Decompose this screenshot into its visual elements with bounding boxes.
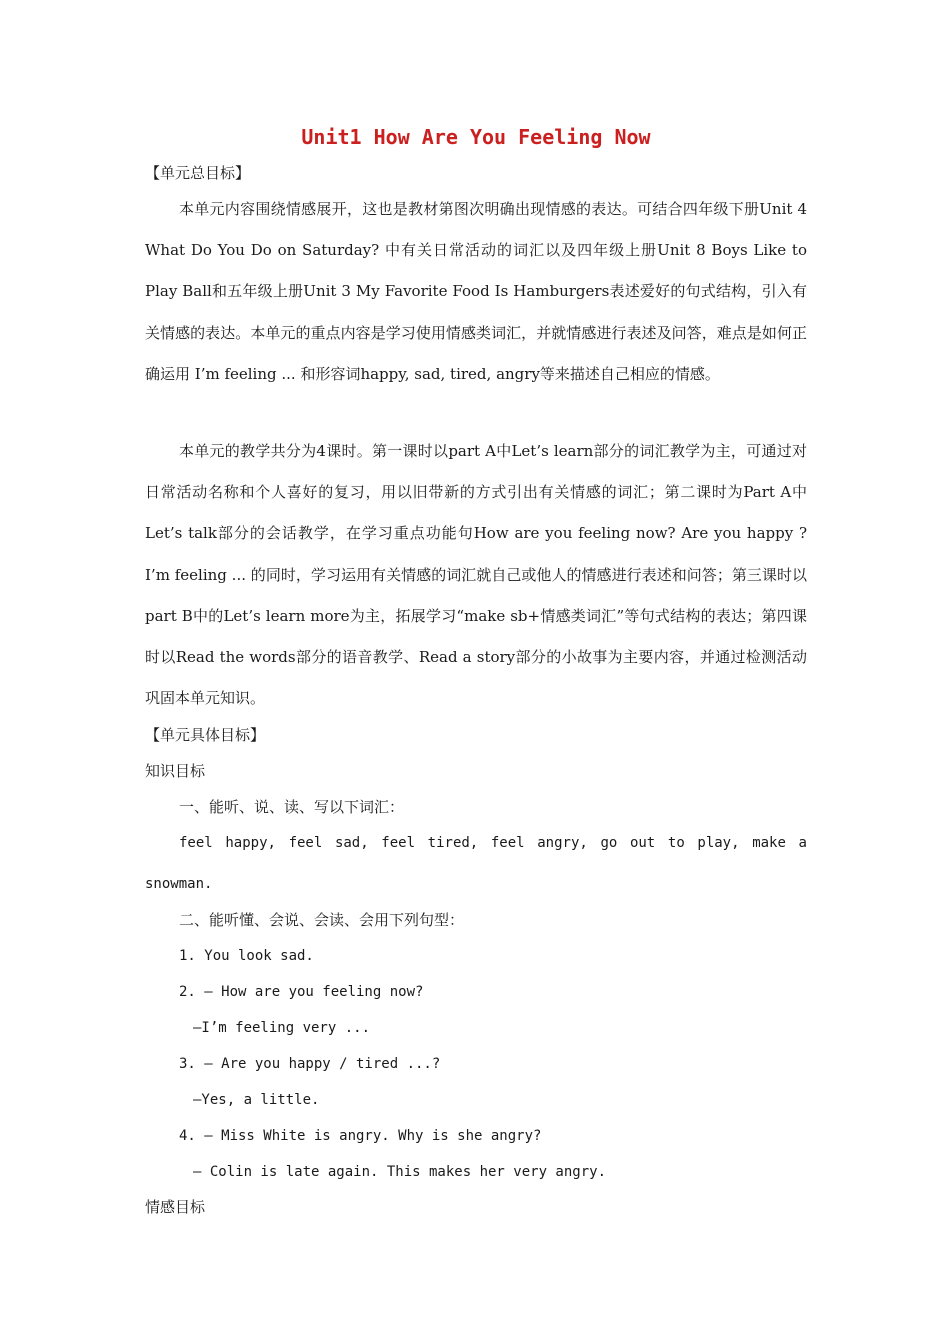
vocab-word: feel xyxy=(179,835,213,851)
vocab-word: out xyxy=(629,835,656,851)
section-heading-overall: 【单元总目标】 xyxy=(145,164,251,182)
vocab-heading: 一、能听、说、读、写以下词汇： xyxy=(179,798,405,816)
vocab-word: a xyxy=(798,835,807,851)
vocab-tail: snowman. xyxy=(145,876,213,892)
vocab-word: feel xyxy=(490,835,525,851)
vocab-word: feel xyxy=(288,835,323,851)
vocab-word: go xyxy=(600,835,618,851)
knowledge-heading: 知识目标 xyxy=(145,762,206,780)
vocab-word: to xyxy=(667,835,685,851)
sentence-2-answer: —I’m feeling very ... xyxy=(193,1020,371,1036)
vocab-word: play, xyxy=(697,835,740,851)
vocab-line xyxy=(179,833,807,853)
document-title: Unit1 How Are You Feeling Now xyxy=(301,125,651,149)
sentence-heading: 二、能听懂、会说、会读、会用下列句型： xyxy=(179,911,465,929)
sentence-4-answer: — Colin is late again. This makes her very angry. xyxy=(193,1164,607,1180)
section-heading-specific: 【单元具体目标】 xyxy=(145,726,266,744)
vocab-word: feel xyxy=(381,835,416,851)
sentence-3-question: 3. — Are you happy / tired ...? xyxy=(179,1056,441,1072)
sentence-1: 1. You look sad. xyxy=(179,948,314,964)
sentence-2-question: 2. — How are you feeling now? xyxy=(179,984,424,1000)
overall-paragraph-1: 本单元内容围绕情感展开，这也是教材第图次明确出现情感的表达。可结合四年级下册Unit 4 What Do You Do on Saturday? 中有关日常活动的词汇以及四年级上册Unit 8 Boys Like to Play Ball和五年级上册Unit 3 My Favorite Food Is Hamburgers表述爱好的句式结构，引入有关情感的表达。本单元的重点内容是学习使用情感类词汇，并就情感进行表述及问答，难点是如何正确运用 I’m feeling ... 和形容词happy, sad, tired, angry等来描述自己相应的情感。 xyxy=(145,200,807,383)
vocab-word: happy, xyxy=(225,835,276,851)
overall-paragraph-2: 本单元的教学共分为4课时。第一课时以part A中Let’s learn部分的词汇教学为主，可通过对日常活动名称和个人喜好的复习，用以旧带新的方式引出有关情感的词汇；第二课时为Part A中Let’s talk部分的会话教学，在学习重点功能句How are you feeling now? Are you happy ? I’m feeling ... 的同时，学习运用有关情感的词汇就自己或他人的情感进行表述和问答；第三课时以part B中的Let’s learn more为主，拓展学习“make sb+情感类词汇”等句式结构的表达；第四课时以Read the words部分的语音教学、Read a story部分的小故事为主要内容，并通过检测活动巩固本单元知识。 xyxy=(145,442,807,708)
vocab-word: angry, xyxy=(537,835,588,851)
sentence-3-answer: —Yes, a little. xyxy=(193,1092,320,1108)
emotion-heading: 情感目标 xyxy=(145,1198,206,1216)
vocab-word: make xyxy=(752,835,786,851)
sentence-4-question: 4. — Miss White is angry. Why is she angry? xyxy=(179,1128,542,1144)
vocab-word: sad, xyxy=(334,835,369,851)
vocab-word: tired, xyxy=(427,835,479,851)
